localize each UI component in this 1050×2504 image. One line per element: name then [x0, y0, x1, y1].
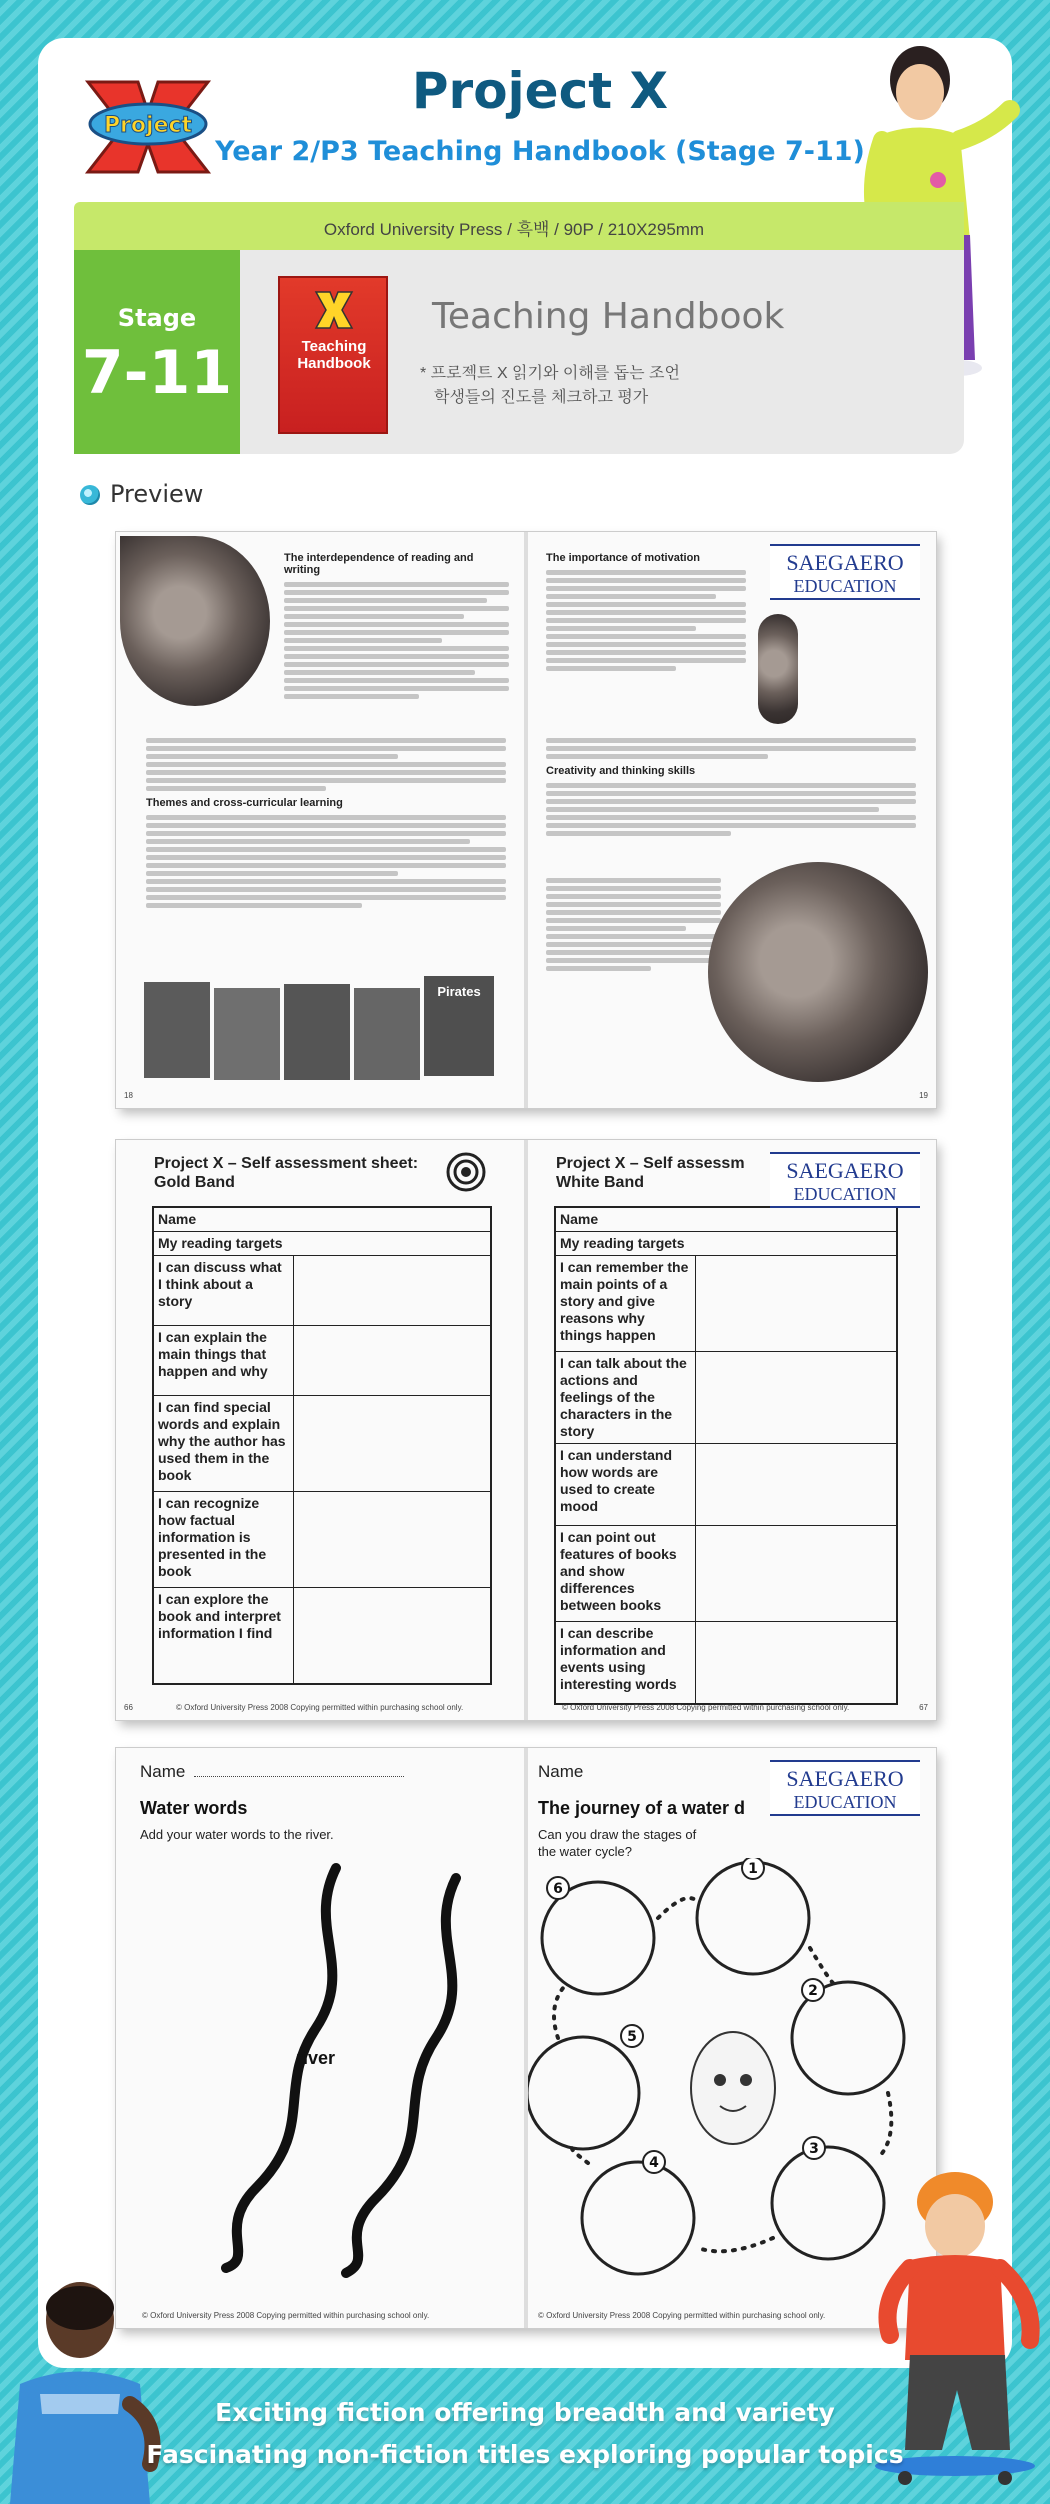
- table-row: I can recognize how factual information is presented in the book: [153, 1492, 293, 1588]
- spread1-right-heading2: Creativity and thinking skills: [546, 765, 696, 777]
- water-journey-title: The journey of a water d: [538, 1798, 746, 1818]
- stage-range: 7-11: [81, 338, 233, 408]
- name-row: Name: [153, 1207, 491, 1232]
- spread2-right-page: [528, 1140, 936, 1720]
- preview-label: Preview: [110, 480, 204, 508]
- spread2-left-page-number: 66: [124, 1703, 133, 1712]
- spread3-left-footer: © Oxford University Press 2008 Copying permitted within purchasing school only.: [142, 2311, 430, 2320]
- name-field-label: Name: [538, 1762, 584, 1781]
- table-row: I can explore the book and interpret information I find: [153, 1588, 293, 1684]
- spread1-left-page-number: 18: [124, 1091, 133, 1100]
- spread1-right-heading: The importance of motivation: [546, 552, 701, 564]
- table-row: I can describe information and events using interesting words: [555, 1622, 695, 1704]
- targets-row: My reading targets: [153, 1232, 491, 1256]
- table-row: I can explain the main things that happen and why: [153, 1326, 293, 1396]
- spread1-right-page: [528, 532, 936, 1108]
- water-words-instructions: Add your water words to the river.: [140, 1827, 334, 1842]
- spread2-right-footer: © Oxford University Press 2008 Copying permitted within purchasing school only.: [562, 1703, 850, 1712]
- tagline-fiction: Exciting fiction offering breadth and variety: [215, 2398, 835, 2427]
- saegaero-watermark: SAEGAERO EDUCATION: [770, 1152, 920, 1208]
- table-row: I can remember the main points of a story and give reasons why things happen: [555, 1256, 695, 1352]
- stage-badge: [74, 250, 240, 454]
- stage-number: 5: [627, 2029, 637, 2045]
- spread2-left-footer: © Oxford University Press 2008 Copying permitted within purchasing school only.: [176, 1703, 464, 1712]
- stage-number: 2: [808, 1983, 818, 1999]
- table-row: I can talk about the actions and feelings of the characters in the story: [555, 1352, 695, 1444]
- book-heading: Teaching Handbook: [432, 296, 785, 337]
- name-field-label: Name: [140, 1762, 404, 1782]
- stage-number: 6: [553, 1881, 563, 1897]
- page-title: Project X: [411, 62, 669, 120]
- cover-title: Teaching Handbook: [297, 338, 371, 372]
- spread3-left-page: [116, 1748, 524, 2328]
- logo-text: Project: [103, 113, 193, 138]
- spread1-right-page-number: 19: [919, 1091, 928, 1100]
- spread2-right-page-number: 67: [919, 1703, 928, 1712]
- spread1-left-heading2: Themes and cross-curricular learning: [146, 797, 343, 809]
- stage-number: 1: [748, 1861, 758, 1877]
- book-cover-image: [278, 276, 388, 434]
- spread3-right-footer: © Oxford University Press 2008 Copying permitted within purchasing school only.: [538, 2311, 826, 2320]
- stage-number: 4: [649, 2155, 659, 2171]
- preview-spread-self-assessment: [116, 1140, 936, 1720]
- table-row: I can understand how words are used to create mood: [555, 1444, 695, 1526]
- book-cover-3: [284, 984, 350, 1080]
- targets-row: My reading targets: [555, 1232, 897, 1256]
- saegaero-watermark: SAEGAERO EDUCATION: [770, 544, 920, 600]
- water-drop-character: [691, 2032, 775, 2144]
- child-reading-photo: [708, 862, 928, 1082]
- spread1-left-heading: The interdependence of reading and writing: [284, 552, 474, 576]
- white-band-sheet-title: Project X – Self assessm White Band: [556, 1155, 745, 1191]
- book-covers-row: [144, 982, 504, 1082]
- gold-band-table: [152, 1206, 492, 1685]
- stage-label: Stage: [117, 304, 197, 332]
- water-journey-instructions: Can you draw the stages of the water cycle?: [538, 1827, 697, 1859]
- classroom-photo: [120, 536, 270, 706]
- publisher-info-bar: [74, 202, 964, 250]
- table-row: I can find special words and explain why the author has used them in the book: [153, 1396, 293, 1492]
- white-band-table: [554, 1206, 898, 1705]
- cover-x-logo: [312, 288, 356, 332]
- publisher-info-text: Oxford University Press / 흑백 / 90P / 210X295mm: [323, 220, 705, 239]
- project-x-logo: [78, 72, 218, 182]
- book-note: [420, 362, 680, 410]
- water-words-title: Water words: [140, 1798, 248, 1818]
- saegaero-watermark: SAEGAERO EDUCATION: [770, 1760, 920, 1816]
- spread2-left-page: [116, 1140, 524, 1720]
- book-note-line1: * 프로젝트 X 읽기와 이해를 돕는 조언: [420, 365, 680, 382]
- book-cover-1: [144, 982, 210, 1078]
- target-icon: [446, 1152, 486, 1192]
- book-cover-pirates: Pirates: [424, 976, 494, 1076]
- page-subtitle: Year 2/P3 Teaching Handbook (Stage 7-11): [215, 136, 865, 167]
- tagline-non-fiction: Fascinating non-fiction titles exploring popular topics: [146, 2440, 904, 2469]
- book-cover-4: [354, 988, 420, 1080]
- name-row: Name: [555, 1207, 897, 1232]
- preview-spread-worksheets: [116, 1748, 936, 2328]
- spread1-left-page: [116, 532, 524, 1108]
- book-note-line2: 학생들의 진도를 체크하고 평가: [434, 389, 649, 406]
- river-label: river: [296, 2048, 336, 2068]
- gold-band-sheet-title: Project X – Self assessment sheet: Gold Band: [154, 1155, 419, 1191]
- preview-spread-handbook: [116, 532, 936, 1108]
- stage-number: 3: [809, 2141, 819, 2157]
- table-row: I can discuss what I think about a story: [153, 1256, 293, 1326]
- child-sitting-photo: [758, 614, 798, 724]
- table-row: I can point out features of books and show differences between books: [555, 1526, 695, 1622]
- book-cover-2: [214, 988, 280, 1080]
